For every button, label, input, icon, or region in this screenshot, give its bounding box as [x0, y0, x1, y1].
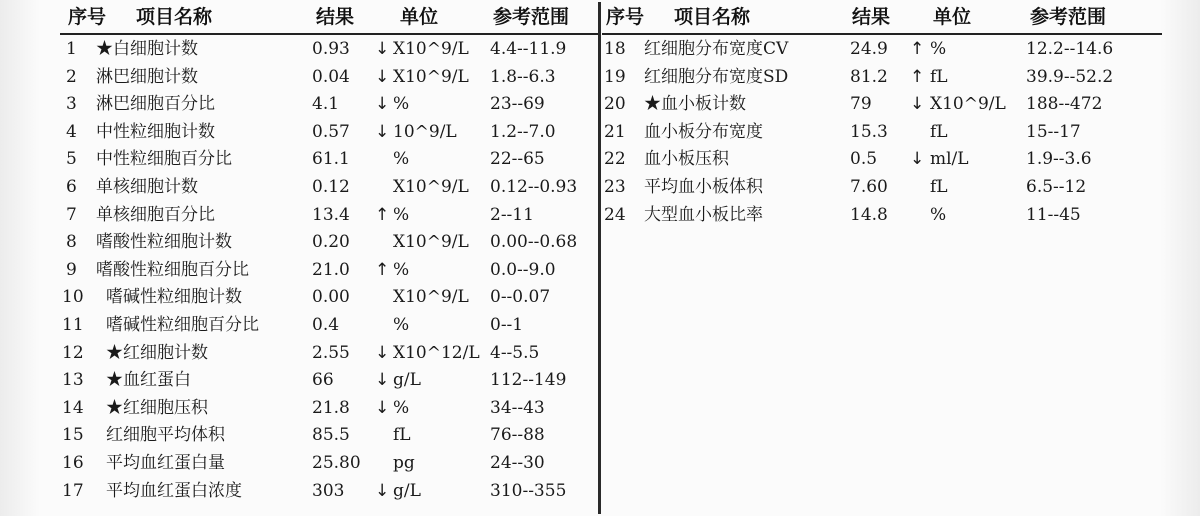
- test-name: 平均血红蛋白浓度: [106, 480, 242, 501]
- table-row: [0, 119, 598, 146]
- row-index: 22: [604, 149, 626, 170]
- unit: g/L: [393, 480, 421, 501]
- test-name: 血小板分布宽度: [644, 121, 763, 142]
- test-name: 单核细胞计数: [96, 177, 198, 197]
- result-value: 0.00: [312, 287, 350, 308]
- unit: fL: [930, 121, 948, 142]
- test-name: ★血红蛋白: [106, 370, 191, 391]
- abnormal-flag-icon: ↓: [375, 342, 390, 363]
- unit: X10^9/L: [393, 287, 469, 308]
- result-value: 79: [850, 94, 872, 115]
- table-row: [0, 422, 598, 449]
- table-row: [0, 340, 598, 367]
- result-value: 2.55: [312, 342, 350, 363]
- row-index: 12: [62, 342, 84, 363]
- reference-range: 22--65: [490, 149, 545, 170]
- row-index: 8: [66, 232, 77, 253]
- reference-range: 1.2--7.0: [490, 121, 556, 142]
- test-name: 嗜碱性粒细胞百分比: [106, 315, 259, 335]
- test-name: 平均血小板体积: [644, 177, 763, 197]
- unit: fL: [930, 66, 948, 87]
- test-name: 红细胞分布宽度CV: [644, 39, 789, 59]
- row-index: 5: [66, 149, 77, 170]
- reference-range: 0.0--9.0: [490, 259, 556, 280]
- reference-range: 188--472: [1026, 94, 1103, 115]
- reference-range: 6.5--12: [1026, 177, 1087, 197]
- test-name: 红细胞分布宽度SD: [644, 66, 789, 87]
- abnormal-flag-icon: ↑: [910, 66, 925, 87]
- unit: X10^9/L: [393, 177, 469, 197]
- table-row: [0, 450, 598, 477]
- header-unit: 单位: [933, 6, 972, 28]
- unit: %: [393, 149, 410, 170]
- header-result: 结果: [852, 6, 891, 28]
- row-index: 4: [66, 121, 77, 142]
- table-row: [602, 91, 1200, 118]
- reference-range: 34--43: [490, 397, 545, 418]
- unit: %: [393, 397, 410, 418]
- result-value: 61.1: [312, 149, 350, 170]
- table-row: [0, 257, 598, 284]
- header-result: 结果: [316, 6, 355, 28]
- abnormal-flag-icon: ↓: [375, 121, 390, 142]
- header-name: 项目名称: [136, 6, 213, 28]
- result-value: 14.8: [850, 204, 888, 225]
- reference-range: 1.8--6.3: [490, 66, 556, 87]
- result-value: 303: [312, 480, 345, 501]
- result-value: 0.4: [312, 315, 340, 335]
- abnormal-flag-icon: ↓: [375, 397, 390, 418]
- row-index: 17: [62, 480, 84, 501]
- table-row: [0, 229, 598, 256]
- header-rule-left: [60, 33, 598, 35]
- result-value: 21.0: [312, 259, 350, 280]
- test-name: ★白细胞计数: [96, 39, 198, 59]
- header-name: 项目名称: [674, 6, 751, 28]
- unit: g/L: [393, 370, 421, 391]
- table-row: [602, 202, 1200, 229]
- row-index: 15: [62, 425, 84, 446]
- test-name: ★红细胞压积: [106, 397, 208, 418]
- test-name: 单核细胞百分比: [96, 204, 215, 225]
- abnormal-flag-icon: ↓: [375, 66, 390, 87]
- table-row: [0, 284, 598, 311]
- abnormal-flag-icon: ↑: [375, 204, 390, 225]
- reference-range: 310--355: [490, 480, 567, 501]
- table-row: [0, 478, 598, 505]
- unit: 10^9/L: [393, 121, 457, 142]
- row-index: 2: [66, 66, 77, 87]
- result-value: 81.2: [850, 66, 888, 87]
- test-name: 中性粒细胞百分比: [96, 149, 232, 170]
- result-value: 13.4: [312, 204, 350, 225]
- test-name: ★血小板计数: [644, 94, 746, 115]
- table-header-right: [602, 3, 1200, 31]
- row-index: 21: [604, 121, 626, 142]
- reference-range: 4--5.5: [490, 342, 540, 363]
- table-row: [0, 64, 598, 91]
- abnormal-flag-icon: ↓: [375, 39, 390, 59]
- header-rule-right: [602, 33, 1162, 35]
- table-row: [0, 202, 598, 229]
- test-name: 红细胞平均体积: [106, 425, 225, 446]
- table-row: [0, 312, 598, 339]
- unit: ml/L: [930, 149, 969, 170]
- header-range: 参考范围: [493, 6, 570, 28]
- reference-range: 4.4--11.9: [490, 39, 567, 59]
- reference-range: 23--69: [490, 94, 545, 115]
- column-divider: [598, 2, 601, 514]
- reference-range: 0.12--0.93: [490, 177, 578, 197]
- result-value: 66: [312, 370, 334, 391]
- table-row: [0, 91, 598, 118]
- test-name: 血小板压积: [644, 149, 729, 170]
- test-name: 淋巴细胞百分比: [96, 94, 215, 115]
- row-index: 19: [604, 66, 626, 87]
- reference-range: 0--1: [490, 315, 524, 335]
- row-index: 7: [66, 204, 77, 225]
- reference-range: 76--88: [490, 425, 545, 446]
- table-row: [0, 367, 598, 394]
- result-value: 85.5: [312, 425, 350, 446]
- test-name: 嗜酸性粒细胞百分比: [96, 259, 249, 280]
- table-row: [0, 146, 598, 173]
- unit: fL: [930, 177, 948, 197]
- result-value: 24.9: [850, 39, 888, 59]
- table-row: [602, 119, 1200, 146]
- row-index: 6: [66, 177, 77, 197]
- result-value: 21.8: [312, 397, 350, 418]
- unit: %: [930, 39, 947, 59]
- test-name: 淋巴细胞计数: [96, 66, 198, 87]
- row-index: 9: [66, 259, 77, 280]
- abnormal-flag-icon: ↓: [910, 94, 925, 115]
- abnormal-flag-icon: ↑: [375, 259, 390, 280]
- row-index: 10: [62, 287, 84, 308]
- reference-range: 0.00--0.68: [490, 232, 578, 253]
- reference-range: 24--30: [490, 453, 545, 473]
- unit: %: [930, 204, 947, 225]
- test-name: 嗜碱性粒细胞计数: [106, 287, 242, 308]
- unit: X10^9/L: [393, 232, 469, 253]
- result-value: 0.57: [312, 121, 350, 142]
- report-right-column: [602, 0, 1200, 516]
- result-value: 0.20: [312, 232, 350, 253]
- row-index: 24: [604, 204, 626, 225]
- test-name: 平均血红蛋白量: [106, 453, 225, 473]
- row-index: 13: [62, 370, 84, 391]
- row-index: 14: [62, 397, 84, 418]
- abnormal-flag-icon: ↓: [375, 94, 390, 115]
- reference-range: 15--17: [1026, 121, 1081, 142]
- reference-range: 12.2--14.6: [1026, 39, 1114, 59]
- unit: X10^12/L: [393, 342, 480, 363]
- abnormal-flag-icon: ↓: [375, 370, 390, 391]
- reference-range: 1.9--3.6: [1026, 149, 1092, 170]
- header-index: 序号: [68, 6, 107, 28]
- unit: %: [393, 204, 410, 225]
- result-value: 0.04: [312, 66, 350, 87]
- test-name: 中性粒细胞计数: [96, 121, 215, 142]
- table-header-left: [0, 3, 598, 31]
- unit: X10^9/L: [393, 39, 469, 59]
- table-row: [602, 36, 1200, 63]
- unit: %: [393, 315, 410, 335]
- report-left-column: [0, 0, 598, 516]
- header-range: 参考范围: [1030, 6, 1107, 28]
- abnormal-flag-icon: ↓: [910, 149, 925, 170]
- row-index: 20: [604, 94, 626, 115]
- result-value: 15.3: [850, 121, 888, 142]
- header-index: 序号: [606, 6, 645, 28]
- unit: fL: [393, 425, 411, 446]
- test-name: 嗜酸性粒细胞计数: [96, 232, 232, 253]
- unit: pg: [393, 453, 415, 473]
- reference-range: 39.9--52.2: [1026, 66, 1114, 87]
- table-row: [602, 146, 1200, 173]
- unit: %: [393, 259, 410, 280]
- table-row: [0, 174, 598, 201]
- row-index: 16: [62, 453, 84, 473]
- abnormal-flag-icon: ↑: [910, 39, 925, 59]
- unit: X10^9/L: [393, 66, 469, 87]
- reference-range: 0--0.07: [490, 287, 551, 308]
- row-index: 18: [604, 39, 626, 59]
- test-name: ★红细胞计数: [106, 342, 208, 363]
- reference-range: 2--11: [490, 204, 534, 225]
- result-value: 7.60: [850, 177, 888, 197]
- row-index: 1: [66, 39, 77, 59]
- header-unit: 单位: [400, 6, 439, 28]
- row-index: 11: [62, 315, 84, 335]
- result-value: 0.5: [850, 149, 878, 170]
- result-value: 25.80: [312, 453, 361, 473]
- table-row: [602, 64, 1200, 91]
- row-index: 3: [66, 94, 77, 115]
- reference-range: 112--149: [490, 370, 567, 391]
- unit: %: [393, 94, 410, 115]
- unit: X10^9/L: [930, 94, 1006, 115]
- table-row: [602, 174, 1200, 201]
- result-value: 0.93: [312, 39, 350, 59]
- table-row: [0, 36, 598, 63]
- test-name: 大型血小板比率: [644, 204, 763, 225]
- reference-range: 11--45: [1026, 204, 1081, 225]
- abnormal-flag-icon: ↓: [375, 480, 390, 501]
- result-value: 4.1: [312, 94, 340, 115]
- row-index: 23: [604, 177, 626, 197]
- result-value: 0.12: [312, 177, 350, 197]
- table-row: [0, 395, 598, 422]
